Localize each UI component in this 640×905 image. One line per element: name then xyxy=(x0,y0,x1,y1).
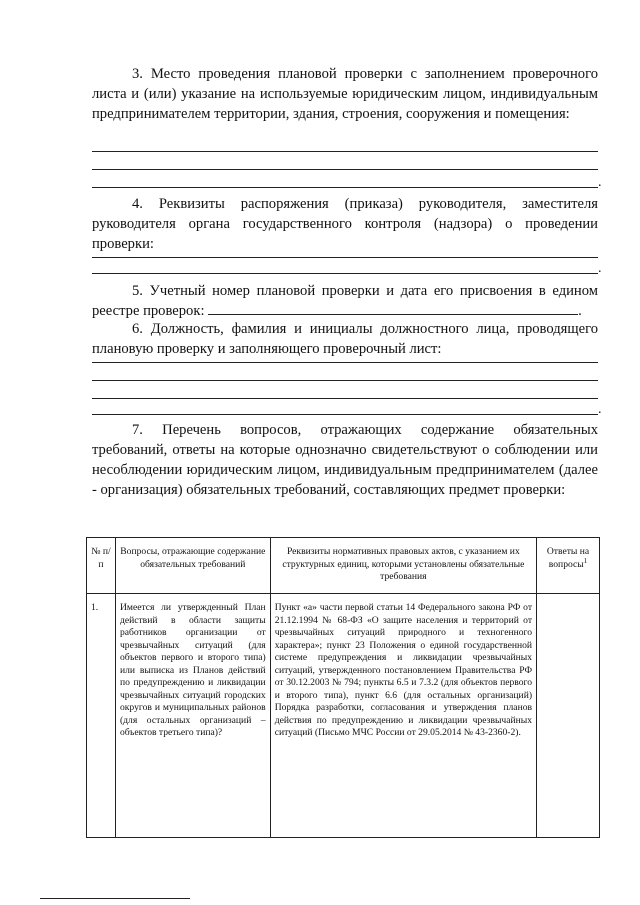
header-answers xyxy=(537,538,600,594)
section-6 xyxy=(92,319,598,359)
row-question: Имеется ли утвержденный План действий в области защиты работников организации от чрезвычайных ситуаций (для объектов первого и второго типа) или выписка из Планов действий по предупреждению и ликвидации чрезвычайных ситуаций городских округов и муниципальных районов (для остальных организаций – объектов третьего типа)? xyxy=(115,594,270,838)
fill-line xyxy=(92,187,598,188)
row-requisites: Пункт «а» части первой статьи 14 Федерального закона РФ от 21.12.1994 № 68-ФЗ «О защите населения и территорий от чрезвычайных ситуаций природного и техногенного характера»; пункт 23 Положения о единой государственной системе предупреждения и ликвидации чрезвычайных ситуаций, утвержденного постановлением Правительства РФ от 30.12.2003 № 794; пункты 6.5 и 7.3.2 (для объектов первого и второго типа), пункт 6.6 (для остальных организаций) Порядка разработки, согласования и утверждения планов действия по предупреждению и ликвидации чрезвычайных ситуаций (Письмо МЧС России от 29.05.2014 № 43-2360-2). xyxy=(270,594,536,838)
section-3-text: 3. Место проведения плановой проверки с заполнением проверочного листа и (или) указание на используемые юридическим лицом, индивидуальным предпринимателем территории, здания, строения, сооружения и помещения: xyxy=(92,66,598,122)
table-header-row xyxy=(87,538,600,594)
section-4 xyxy=(92,194,598,254)
section-5 xyxy=(92,281,598,321)
header-requisites: Реквизиты нормативных правовых актов, с указанием их структурных единиц, которыми установлены обязательные требования xyxy=(270,538,536,594)
header-answers-text: Ответы на вопросы xyxy=(546,546,590,570)
fill-line xyxy=(92,151,598,152)
row-number: 1. xyxy=(87,594,116,838)
period-mark: . xyxy=(598,175,602,190)
table-row xyxy=(87,594,600,838)
section-5-text: 5. Учетный номер плановой проверки и дата его присвоения в едином реестре проверок: xyxy=(92,283,598,319)
header-questions: Вопросы, отражающие содержание обязательных требований xyxy=(115,538,270,594)
fill-line xyxy=(92,273,598,274)
section-3 xyxy=(92,64,598,124)
footnote-separator xyxy=(40,898,190,899)
section-4-text: 4. Реквизиты распоряжения (приказа) руководителя, заместителя руководителя органа государственного контроля (надзора) о проведении проверки: xyxy=(92,196,598,252)
period-mark: . xyxy=(598,261,602,276)
row-answer[interactable] xyxy=(537,594,600,838)
footnote-marker: 1 xyxy=(583,556,588,565)
section-7-text: 7. Перечень вопросов, отражающих содержание обязательных требований, ответы на которые однозначно свидетельствуют о соблюдении или несоблюдении юридическим лицом, индивидуальным предпринимателем (далее - организация) обязательных требований, составляющих предмет проверки: xyxy=(92,422,598,498)
fill-line xyxy=(92,414,598,415)
section-5-paragraph: 5. Учетный номер плановой проверки и дата его присвоения в едином реестре проверок: . xyxy=(92,283,598,319)
fill-line xyxy=(92,169,598,170)
fill-line xyxy=(92,257,598,258)
fill-line xyxy=(92,380,598,381)
requirements-table xyxy=(86,537,600,838)
registry-number-line xyxy=(208,302,578,315)
fill-line xyxy=(92,398,598,399)
header-number: № п/п xyxy=(87,538,116,594)
section-6-text: 6. Должность, фамилия и инициалы должностного лица, проводящего плановую проверку и заполняющего проверочный лист: xyxy=(92,321,598,357)
period-mark: . xyxy=(598,402,602,417)
section-7 xyxy=(92,420,598,500)
fill-line xyxy=(92,362,598,363)
